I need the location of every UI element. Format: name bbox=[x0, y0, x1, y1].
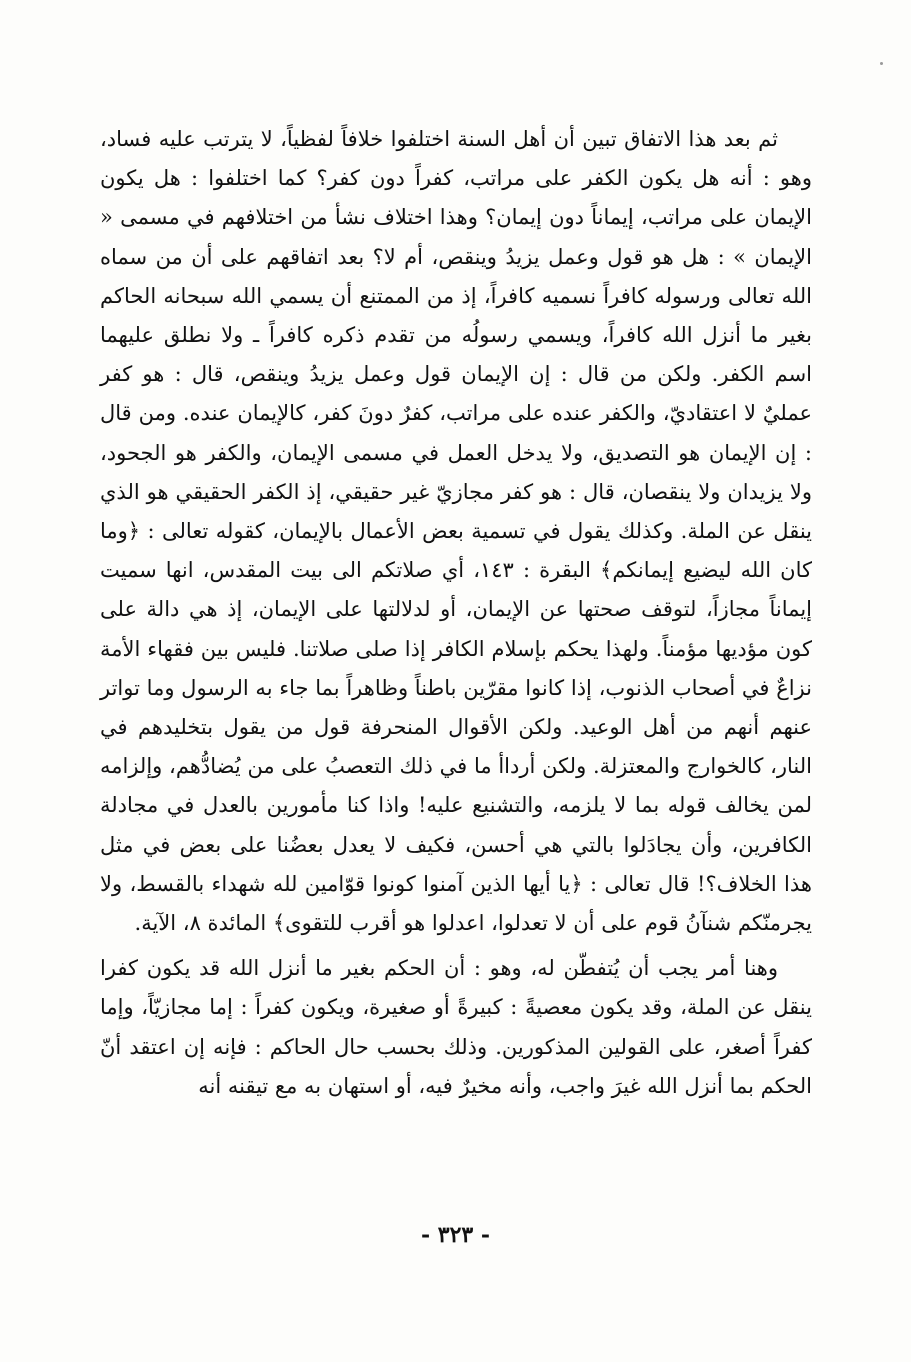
body-text bbox=[100, 120, 812, 1106]
paragraph-1: ثم بعد هذا الاتفاق تبين أن أهل السنة اختلفوا خلافاً لفظياً، لا يترتب عليه فساد، وهو : أنه هل يكون الكفر على مراتب، كفراً دون كفر؟ كما اختلفوا : هل يكون الإيمان على مراتب، إيماناً دون إيمان؟ وهذا اختلاف نشأ من اختلافهم في مسمى « الإيمان » : هل هو قول وعمل يزيدُ وينقص، أم لا؟ بعد اتفاقهم على أن من سماه الله تعالى ورسوله كافراً نسميه كافراً، إذ من الممتنع أن يسمي الله سبحانه الحاكم بغير ما أنزل الله كافراً، ويسمي رسولُه من تقدم ذكره كافراً ـ ولا نطلق عليهما اسم الكفر. ولكن من قال : إن الإيمان قول وعمل يزيدُ وينقص، قال : هو كفر عمليٌ لا اعتقاديّ، والكفر عنده على مراتب، كفرٌ دونَ كفر، كالإيمان عنده. ومن قال : إن الإيمان هو التصديق، ولا يدخل العمل في مسمى الإيمان، والكفر هو الجحود، ولا يزيدان ولا ينقصان، قال : هو كفر مجازيّ غير حقيقي، إذ الكفر الحقيقي هو الذي ينقل عن الملة. وكذلك يقول في تسمية بعض الأعمال بالإيمان، كقوله تعالى : ﴿وما كان الله ليضيع إيمانكم﴾ البقرة : ١٤٣، أي صلاتكم الى بيت المقدس، انها سميت إيماناً مجازاً، لتوقف صحتها عن الإيمان، أو لدلالتها على الإيمان، إذ هي دالة على كون مؤديها مؤمناً. ولهذا يحكم بإسلام الكافر إذا صلى صلاتنا. فليس بين فقهاء الأمة نزاعٌ في أصحاب الذنوب، إذا كانوا مقرّين باطناً وظاهراً بما جاء به الرسول وما تواتر عنهم أنهم من أهل الوعيد. ولكن الأقوال المنحرفة قول من يقول بتخليدهم في النار، كالخوارج والمعتزلة. ولكن أرداأ ما في ذلك التعصبُ على من يُضادُّهم، وإلزامه لمن يخالف قوله بما لا يلزمه، والتشنيع عليه! واذا كنا مأمورين بالعدل في مجادلة الكافرين، وأن يجادَلوا بالتي هي أحسن، فكيف لا يعدل بعضُنا على بعض في مثل هذا الخلاف؟! قال تعالى : ﴿يا أيها الذين آمنوا كونوا قوّامين لله شهداء بالقسط، ولا يجرمنّكم شنآنُ قوم على أن لا تعدلوا، اعدلوا هو أقرب للتقوى﴾ المائدة ٨، الآية. bbox=[100, 127, 812, 936]
scan-speck bbox=[880, 62, 883, 65]
paragraph-2: وهنا أمر يجب أن يُتفطّن له، وهو : أن الحكم بغير ما أنزل الله قد يكون كفرا ينقل عن الملة، وقد يكون معصيةً : كبيرةً أو صغيرة، ويكون كفراً : إما مجازيّاً، وإما كفراً أصغر، على القولين المذكورين. وذلك بحسب حال الحاكم : فإنه إن اعتقد أنّ الحكم بما أنزل الله غيرَ واجب، وأنه مخيرٌ فيه، أو استهان به مع تيقنه أنه bbox=[100, 956, 812, 1098]
page-number: - ٣٢٣ - bbox=[420, 1222, 491, 1248]
